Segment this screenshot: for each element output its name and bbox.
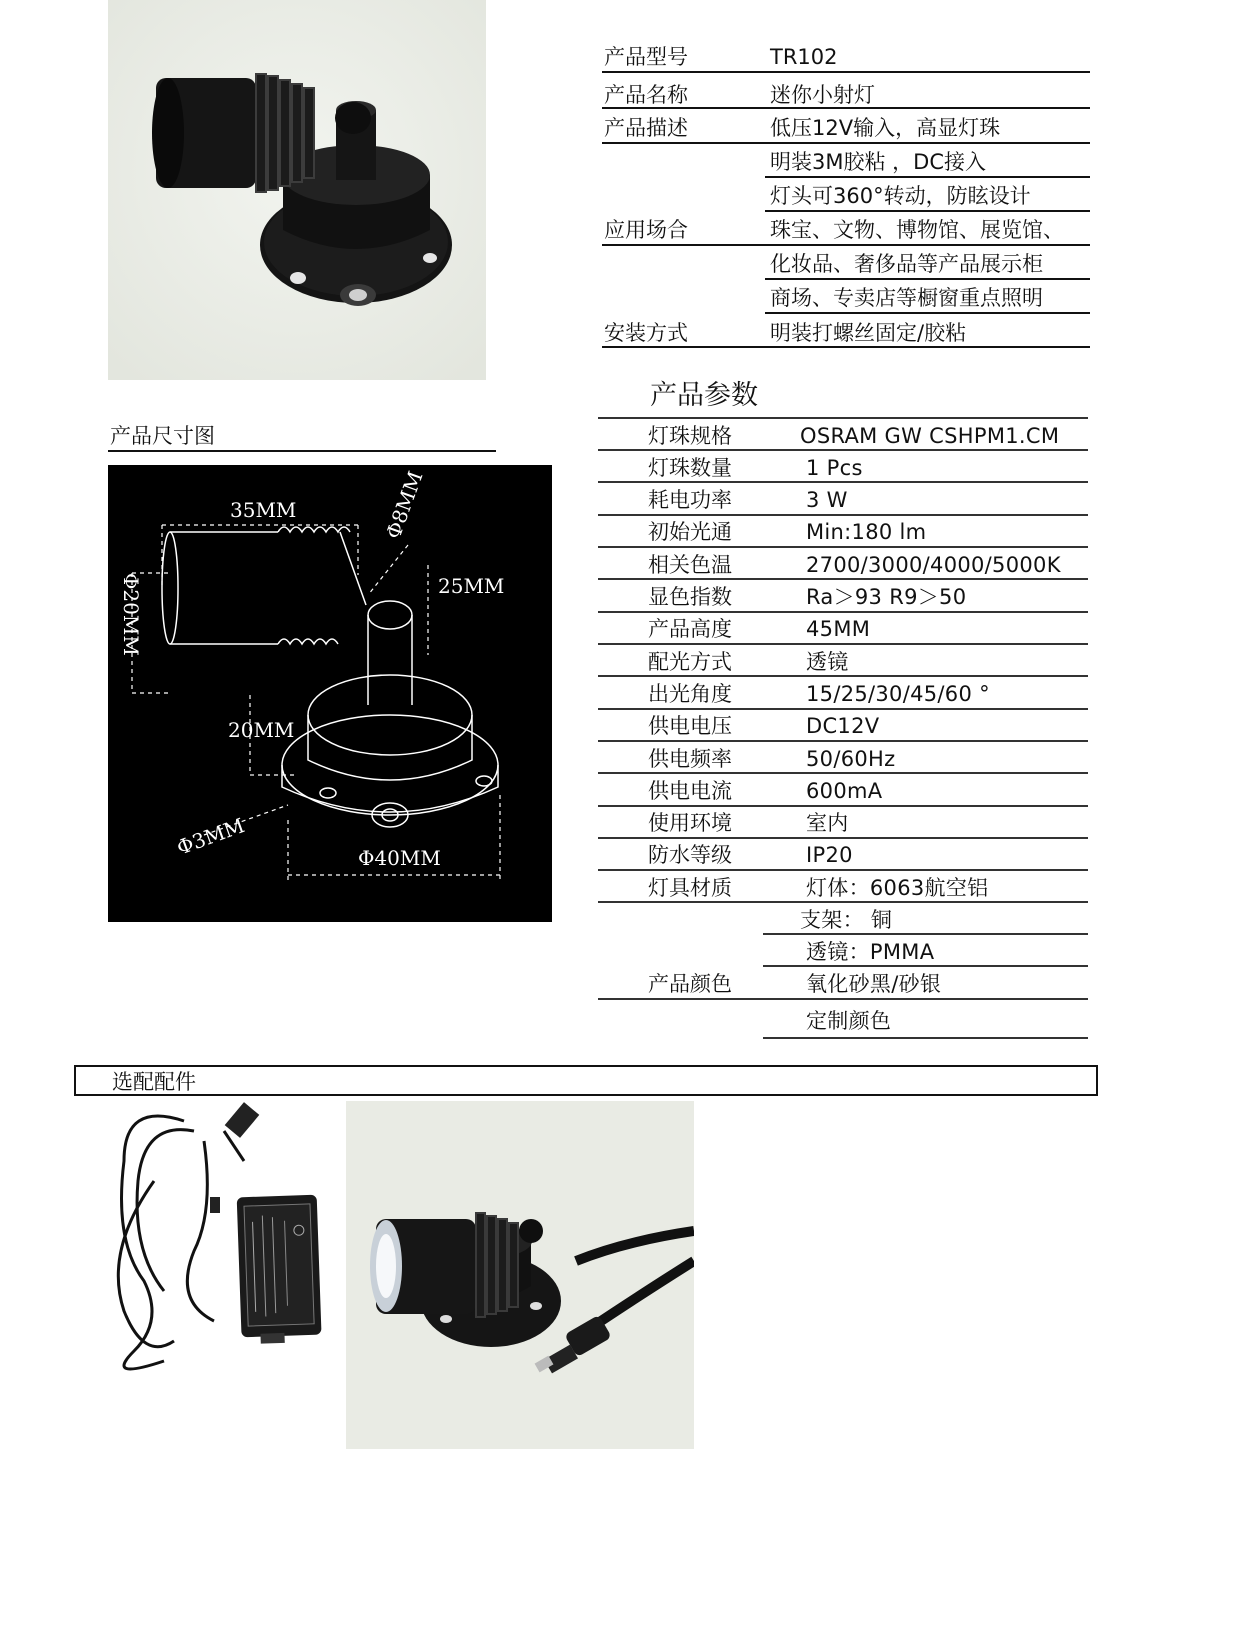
param-label: 灯珠规格	[648, 424, 732, 448]
info-label: 安装方式	[604, 321, 688, 345]
dim-label-d40: Φ40MM	[358, 846, 441, 870]
divider	[763, 933, 1088, 935]
param-value: 室内	[806, 811, 849, 835]
info-value: 低压12V输入，高显灯珠	[770, 116, 1001, 140]
divider	[598, 611, 1088, 613]
param-label: 产品颜色	[648, 972, 732, 996]
divider	[598, 546, 1088, 548]
param-label: 产品高度	[648, 617, 732, 641]
dim-label-d3: Φ3MM	[173, 813, 248, 860]
info-label: 产品描述	[604, 116, 688, 140]
info-value: 商场、专卖店等橱窗重点照明	[770, 286, 1043, 310]
info-label: 产品名称	[604, 83, 688, 107]
param-value: OSRAM GW CSHPM1.CM	[800, 424, 1060, 448]
param-value: Min:180 lm	[806, 520, 927, 544]
param-label: 初始光通	[648, 520, 732, 544]
param-value: 15/25/30/45/60 °	[806, 682, 990, 706]
param-value: 氧化砂黑/砂银	[806, 972, 942, 996]
param-label: 供电电压	[648, 714, 732, 738]
divider	[598, 708, 1088, 710]
param-value: 3 W	[806, 488, 848, 512]
param-label: 出光角度	[648, 682, 732, 706]
info-value: 迷你小射灯	[770, 83, 875, 107]
info-value: 珠宝、文物、博物馆、展览馆、	[770, 218, 1064, 242]
info-value: 化妆品、奢侈品等产品展示柜	[770, 252, 1043, 276]
param-value: 定制颜色	[806, 1009, 892, 1033]
divider	[598, 805, 1088, 807]
dim-label-d8: Φ8MM	[380, 467, 428, 542]
divider	[598, 740, 1088, 742]
param-value: 透镜	[806, 650, 849, 674]
param-label: 显色指数	[648, 585, 732, 609]
param-value: 50/60Hz	[806, 747, 896, 771]
divider	[763, 965, 1088, 967]
param-value: 2700/3000/4000/5000K	[806, 553, 1061, 577]
dim-label-25: 25MM	[438, 574, 505, 598]
param-value: 灯体：6063航空铝	[806, 876, 989, 900]
param-label: 相关色温	[648, 553, 732, 577]
param-label: 灯具材质	[648, 876, 732, 900]
param-label: 供电频率	[648, 747, 732, 771]
param-value: 透镜：PMMA	[806, 940, 935, 964]
param-label: 灯珠数量	[648, 456, 732, 480]
divider	[598, 449, 1088, 451]
info-label: 产品型号	[604, 45, 688, 69]
divider	[598, 643, 1088, 645]
spotlight-cable-illustration	[346, 1101, 694, 1449]
info-value: 明装打螺丝固定/胶粘	[770, 321, 967, 345]
info-value: 灯头可360°转动，防眩设计	[770, 184, 1031, 208]
divider	[763, 1037, 1088, 1039]
spotlight-cable-photo	[346, 1101, 694, 1449]
divider	[598, 998, 1088, 1000]
param-label: 供电电流	[648, 779, 732, 803]
param-value: Ra＞93 R9＞50	[806, 585, 967, 609]
accessories-title: 选配配件	[112, 1070, 196, 1094]
param-value: 600mA	[806, 779, 883, 803]
accessories-header	[74, 1065, 1098, 1096]
divider	[598, 901, 1088, 903]
dimension-title: 产品尺寸图	[110, 424, 215, 448]
info-value: 明装3M胶粘 ，DC接入	[770, 150, 986, 174]
param-label: 配光方式	[648, 650, 732, 674]
divider	[598, 869, 1088, 871]
adapter-photo	[74, 1101, 340, 1401]
param-value: DC12V	[806, 714, 880, 738]
dim-label-d20: Φ20MM	[119, 573, 143, 656]
param-value: IP20	[806, 843, 853, 867]
param-label: 使用环境	[648, 811, 732, 835]
info-label: 应用场合	[604, 218, 688, 242]
divider	[598, 514, 1088, 516]
param-value: 1 Pcs	[806, 456, 863, 480]
params-title: 产品参数	[650, 380, 758, 411]
dim-label-20: 20MM	[228, 718, 295, 742]
divider	[598, 675, 1088, 677]
param-value: 支架： 铜	[800, 908, 893, 932]
divider	[598, 837, 1088, 839]
divider	[598, 772, 1088, 774]
param-label: 防水等级	[648, 843, 732, 867]
adapter-illustration	[74, 1101, 340, 1401]
divider	[598, 481, 1088, 483]
info-value: TR102	[770, 45, 838, 69]
param-value: 45MM	[806, 617, 871, 641]
param-label: 耗电功率	[648, 488, 732, 512]
divider	[598, 578, 1088, 580]
dim-label-35: 35MM	[230, 498, 297, 522]
